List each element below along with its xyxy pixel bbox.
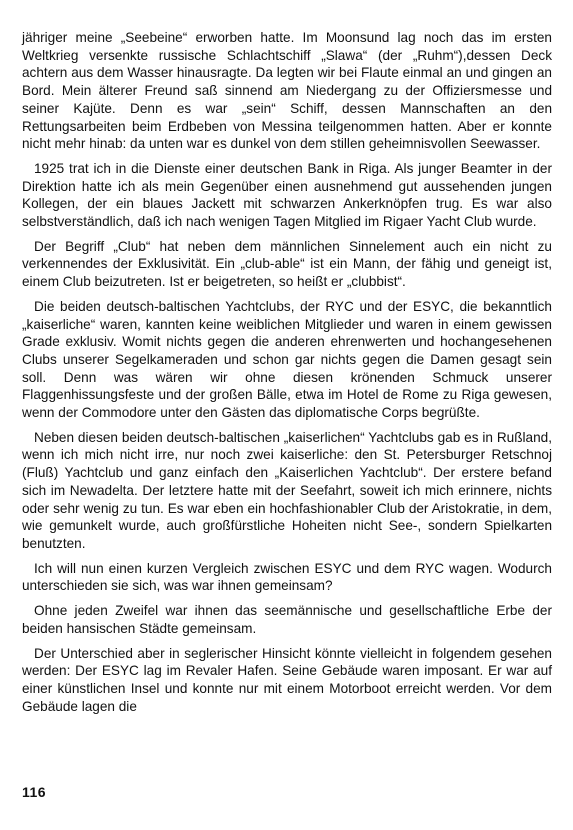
- paragraph-4: Die beiden deutsch-baltischen Yachtclubs, der RYC und der ESYC, die bekanntlich „kaiserliche“ waren, kannten keine weiblichen Mitglieder und waren in einem gewissen Grade exklusiv. Womit nichts gegen die anderen ehrenwerten und hochangesehenen Clubs unserer Segelkameraden und schon gar nichts gegen die Damen gesagt sein soll. Denn was wären wir ohne diesen krönenden Schmuck unserer Flaggenhissungsfeste und der großen Bälle, etwa im Hotel de Rome zu Riga gewesen, wenn der Commodore unter den Gästen das diplomatische Corps begrüßte.: [22, 298, 552, 421]
- paragraph-1: jähriger meine „Seebeine“ erworben hatte. Im Moonsund lag noch das im ersten Weltkrieg versenkte russische Schlachtschiff „Slawa“ (der „Ruhm“),dessen Deck achtern aus dem Wasser hinausragte. Da legten wir bei Flaute einmal an und gingen an Bord. Mein älterer Freund saß sinnend am Niedergang zu der Offiziersmesse und seiner Kajüte. Denn es war „sein“ Schiff, dessen Mannschaften an den Rettungsarbeiten beim Erdbeben von Messina teilgenommen hatten. Aber er konnte nicht mehr hinab: da unten war es dunkel von dem stillen geheimnisvollen Seewasser.: [22, 30, 552, 152]
- paragraph-5: Neben diesen beiden deutsch-baltischen „kaiserlichen“ Yachtclubs gab es in Rußland, wenn ich mich nicht irre, nur noch zwei kaiserliche: den St. Petersburger Retschnoj (Fluß) Yachtclub und ganz einfach den „Kaiserlichen Yachtclub“. Der erstere befand sich im Newadelta. Der letztere hatte mit der Seefahrt, soweit ich mich erinnere, nichts oder sehr wenig zu tun. Es war eben ein hochfashionabler Club der Aristokratie, in dem, wie gemunkelt wurde, auch großfürstliche Hoheiten nicht See-, sondern Spielkarten benutzten.: [22, 429, 552, 551]
- paragraph-2: 1925 trat ich in die Dienste einer deutschen Bank in Riga. Als junger Beamter in der Direktion hatte ich als mein Gegenüber einen ausnehmend gut aussehenden jungen Kollegen, der ein blaues Jackett mit schwarzen Ankerknöpfen trug. Es war also selbstverständlich, daß ich nach wenigen Tagen Mitglied im Rigaer Yacht Club wurde.: [22, 160, 552, 230]
- paragraph-3: Der Begriff „Club“ hat neben dem männlichen Sinnelement auch ein nicht zu verkennendes der Exklusivität. Ein „club-able“ ist ein Mann, der fähig und geneigt ist, einem Club beizutreten. Ist er beigetreten, so heißt er „clubbist“.: [22, 238, 552, 290]
- paragraph-8: Der Unterschied aber in seglerischer Hinsicht könnte vielleicht in folgendem gesehen werden: Der ESYC lag im Revaler Hafen. Seine Gebäude waren imposant. Er war auf einer künstlichen Insel und konnte nur mit einem Motorboot erreicht werden. Vor dem Gebäude lagen die: [22, 645, 552, 714]
- paragraph-6: Ich will nun einen kurzen Vergleich zwischen ESYC und dem RYC wagen. Wodurch unterschieden sie sich, was war ihnen gemeinsam?: [22, 560, 552, 594]
- paragraph-7: Ohne jeden Zweifel war ihnen das seemännische und gesellschaftliche Erbe der beiden hansischen Städte gemeinsam.: [22, 603, 552, 636]
- body-text: [22, 29, 552, 722]
- page-number: 116: [22, 784, 47, 800]
